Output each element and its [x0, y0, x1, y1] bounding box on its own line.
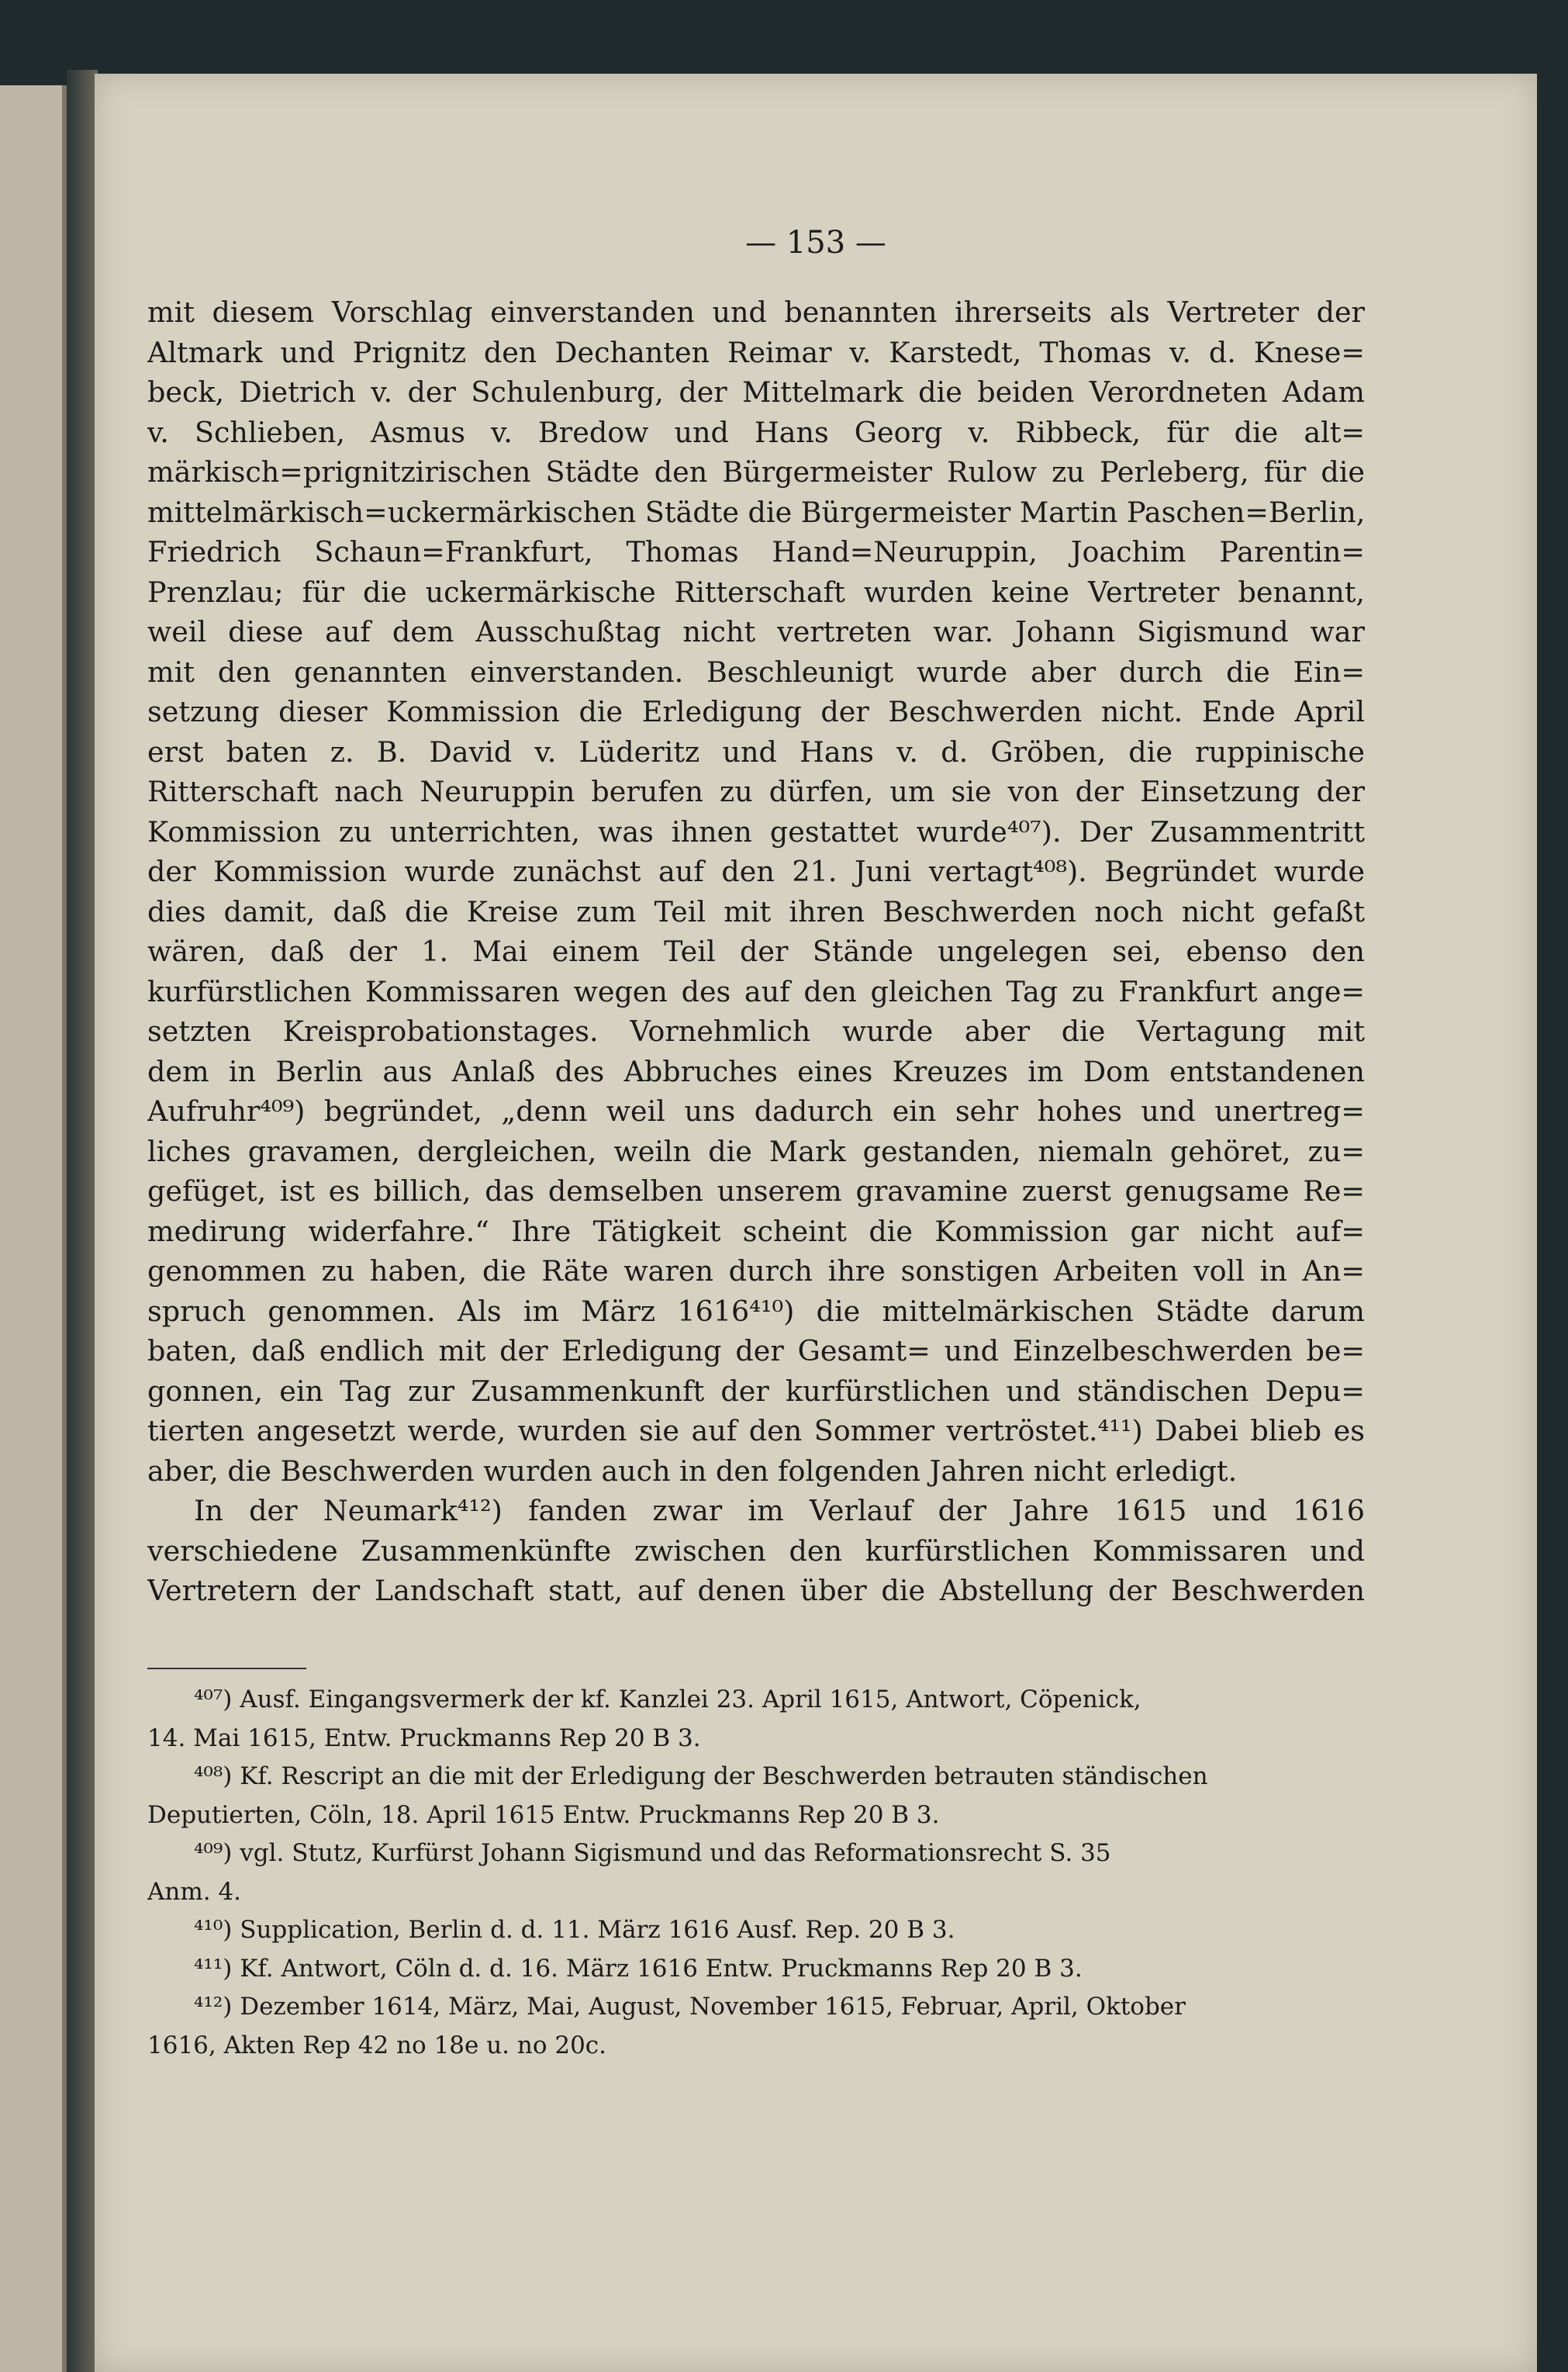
body-line: mittelmärkisch=uckermärkischen Städte die Bürgermeister Martin Paschen=Berlin,: [147, 495, 1365, 529]
body-line: medirung widerfahre.“ Ihre Tätigkeit scheint die Kommission gar nicht auf=: [147, 1214, 1365, 1248]
footnote-407: ⁴⁰⁷) Ausf. Eingangsvermerk der kf. Kanzlei 23. April 1615, Antwort, Cöpenick,: [194, 1686, 1141, 1713]
body-line: kurfürstlichen Kommissaren wegen des auf den gleichen Tag zu Frankfurt ange=: [147, 974, 1365, 1008]
body-line: v. Schlieben, Asmus v. Bredow und Hans Georg v. Ribbeck, für die alt=: [147, 415, 1365, 449]
book-gutter: [67, 70, 98, 2372]
page-number: — 153 —: [745, 225, 886, 261]
body-line: wären, daß der 1. Mai einem Teil der Stände ungelegen sei, ebenso den: [147, 935, 1365, 968]
footnotes: [147, 1681, 1365, 2065]
body-line: der Kommission wurde zunächst auf den 21. Juni vertagt⁴⁰⁸). Begründet wurde: [147, 855, 1365, 888]
body-line: dies damit, daß die Kreise zum Teil mit ihren Beschwerden noch nicht gefaßt: [147, 894, 1365, 928]
body-line: setzten Kreisprobationstages. Vornehmlich wurde aber die Vertagung mit: [147, 1015, 1365, 1048]
body-line: gonnen, ein Tag zur Zusammenkunft der kurfürstlichen und ständischen Depu=: [147, 1374, 1365, 1408]
body-line: mit den genannten einverstanden. Beschleunigt wurde aber durch die Ein=: [147, 655, 1365, 689]
footnote-407-cont: 14. Mai 1615, Entw. Pruckmanns Rep 20 B 3.: [147, 1724, 701, 1752]
body-line: genommen zu haben, die Räte waren durch ihre sonstigen Arbeiten voll in An=: [147, 1254, 1365, 1288]
body-line: mit diesem Vorschlag einverstanden und benannten ihrerseits als Vertreter der: [147, 296, 1365, 329]
body-line: Altmark und Prignitz den Dechanten Reimar v. Karstedt, Thomas v. d. Knese=: [147, 335, 1365, 369]
footnote-divider: [147, 1668, 306, 1669]
body-line: beck, Dietrich v. der Schulenburg, der Mittelmark die beiden Verordneten Adam: [147, 375, 1365, 409]
footnote-409-cont: Anm. 4.: [147, 1877, 242, 1906]
body-line: verschiedene Zusammenkünfte zwischen den kurfürstlichen Kommissaren und: [147, 1534, 1365, 1568]
footnote-409: ⁴⁰⁹) vgl. Stutz, Kurfürst Johann Sigismund und das Reformationsrecht S. 35: [194, 1839, 1111, 1867]
footnote-412: ⁴¹²) Dezember 1614, März, Mai, August, November 1615, Februar, April, Oktober: [194, 1993, 1186, 2021]
footnote-408: ⁴⁰⁸) Kf. Rescript an die mit der Erledigung der Beschwerden betrauten ständischen: [194, 1762, 1208, 1790]
body-line: Aufruhr⁴⁰⁹) begründet, „denn weil uns dadurch ein sehr hohes und unertreg=: [147, 1094, 1365, 1128]
book-page: [95, 74, 1537, 2372]
body-line: baten, daß endlich mit der Erledigung der Gesamt= und Einzelbeschwerden be=: [147, 1334, 1365, 1368]
body-line: setzung dieser Kommission die Erledigung der Beschwerden nicht. Ende April: [147, 695, 1365, 728]
body-text: [147, 292, 1365, 1611]
body-line: märkisch=prignitzirischen Städte den Bürgermeister Rulow zu Perleberg, für die: [147, 455, 1365, 489]
body-line: Vertretern der Landschaft statt, auf denen über die Abstellung der Beschwerden: [147, 1574, 1365, 1607]
body-line: spruch genommen. Als im März 1616⁴¹⁰) die mittelmärkischen Städte darum: [147, 1294, 1365, 1328]
body-line: Friedrich Schaun=Frankfurt, Thomas Hand=Neuruppin, Joachim Parentin=: [147, 535, 1365, 569]
footnote-410: ⁴¹⁰) Supplication, Berlin d. d. 11. März 1616 Ausf. Rep. 20 B 3.: [194, 1916, 955, 1944]
footnote-411: ⁴¹¹) Kf. Antwort, Cöln d. d. 16. März 1616 Entw. Pruckmanns Rep 20 B 3.: [194, 1954, 1083, 1983]
footnote-408-cont: Deputierten, Cöln, 18. April 1615 Entw. Pruckmanns Rep 20 B 3.: [147, 1800, 940, 1829]
body-line: erst baten z. B. David v. Lüderitz und Hans v. d. Gröben, die ruppinische: [147, 735, 1365, 769]
body-line: aber, die Beschwerden wurden auch in den folgenden Jahren nicht erledigt.: [147, 1454, 1238, 1488]
body-line: dem in Berlin aus Anlaß des Abbruches eines Kreuzes im Dom entstandenen: [147, 1054, 1365, 1088]
left-page-edge: [0, 85, 67, 2372]
body-line: Kommission zu unterrichten, was ihnen gestattet wurde⁴⁰⁷). Der Zusammentritt: [147, 814, 1365, 849]
body-line: Prenzlau; für die uckermärkische Ritterschaft wurden keine Vertreter benannt,: [147, 575, 1365, 609]
body-line-indented: In der Neumark⁴¹²) fanden zwar im Verlauf der Jahre 1615 und 1616: [194, 1494, 1365, 1527]
body-line: liches gravamen, dergleichen, weiln die Mark gestanden, niemaln gehöret, zu=: [147, 1134, 1365, 1168]
footnote-412-cont: 1616, Akten Rep 42 no 18e u. no 20c.: [147, 2031, 607, 2059]
body-line: Ritterschaft nach Neuruppin berufen zu dürfen, um sie von der Einsetzung der: [147, 775, 1365, 808]
body-line: weil diese auf dem Ausschußtag nicht vertreten war. Johann Sigismund war: [147, 615, 1365, 648]
body-line: gefüget, ist es billich, das demselben unserem gravamine zuerst genugsame Re=: [147, 1174, 1365, 1208]
body-line: tierten angesetzt werde, wurden sie auf den Sommer vertröstet.⁴¹¹) Dabei blieb es: [147, 1414, 1365, 1447]
